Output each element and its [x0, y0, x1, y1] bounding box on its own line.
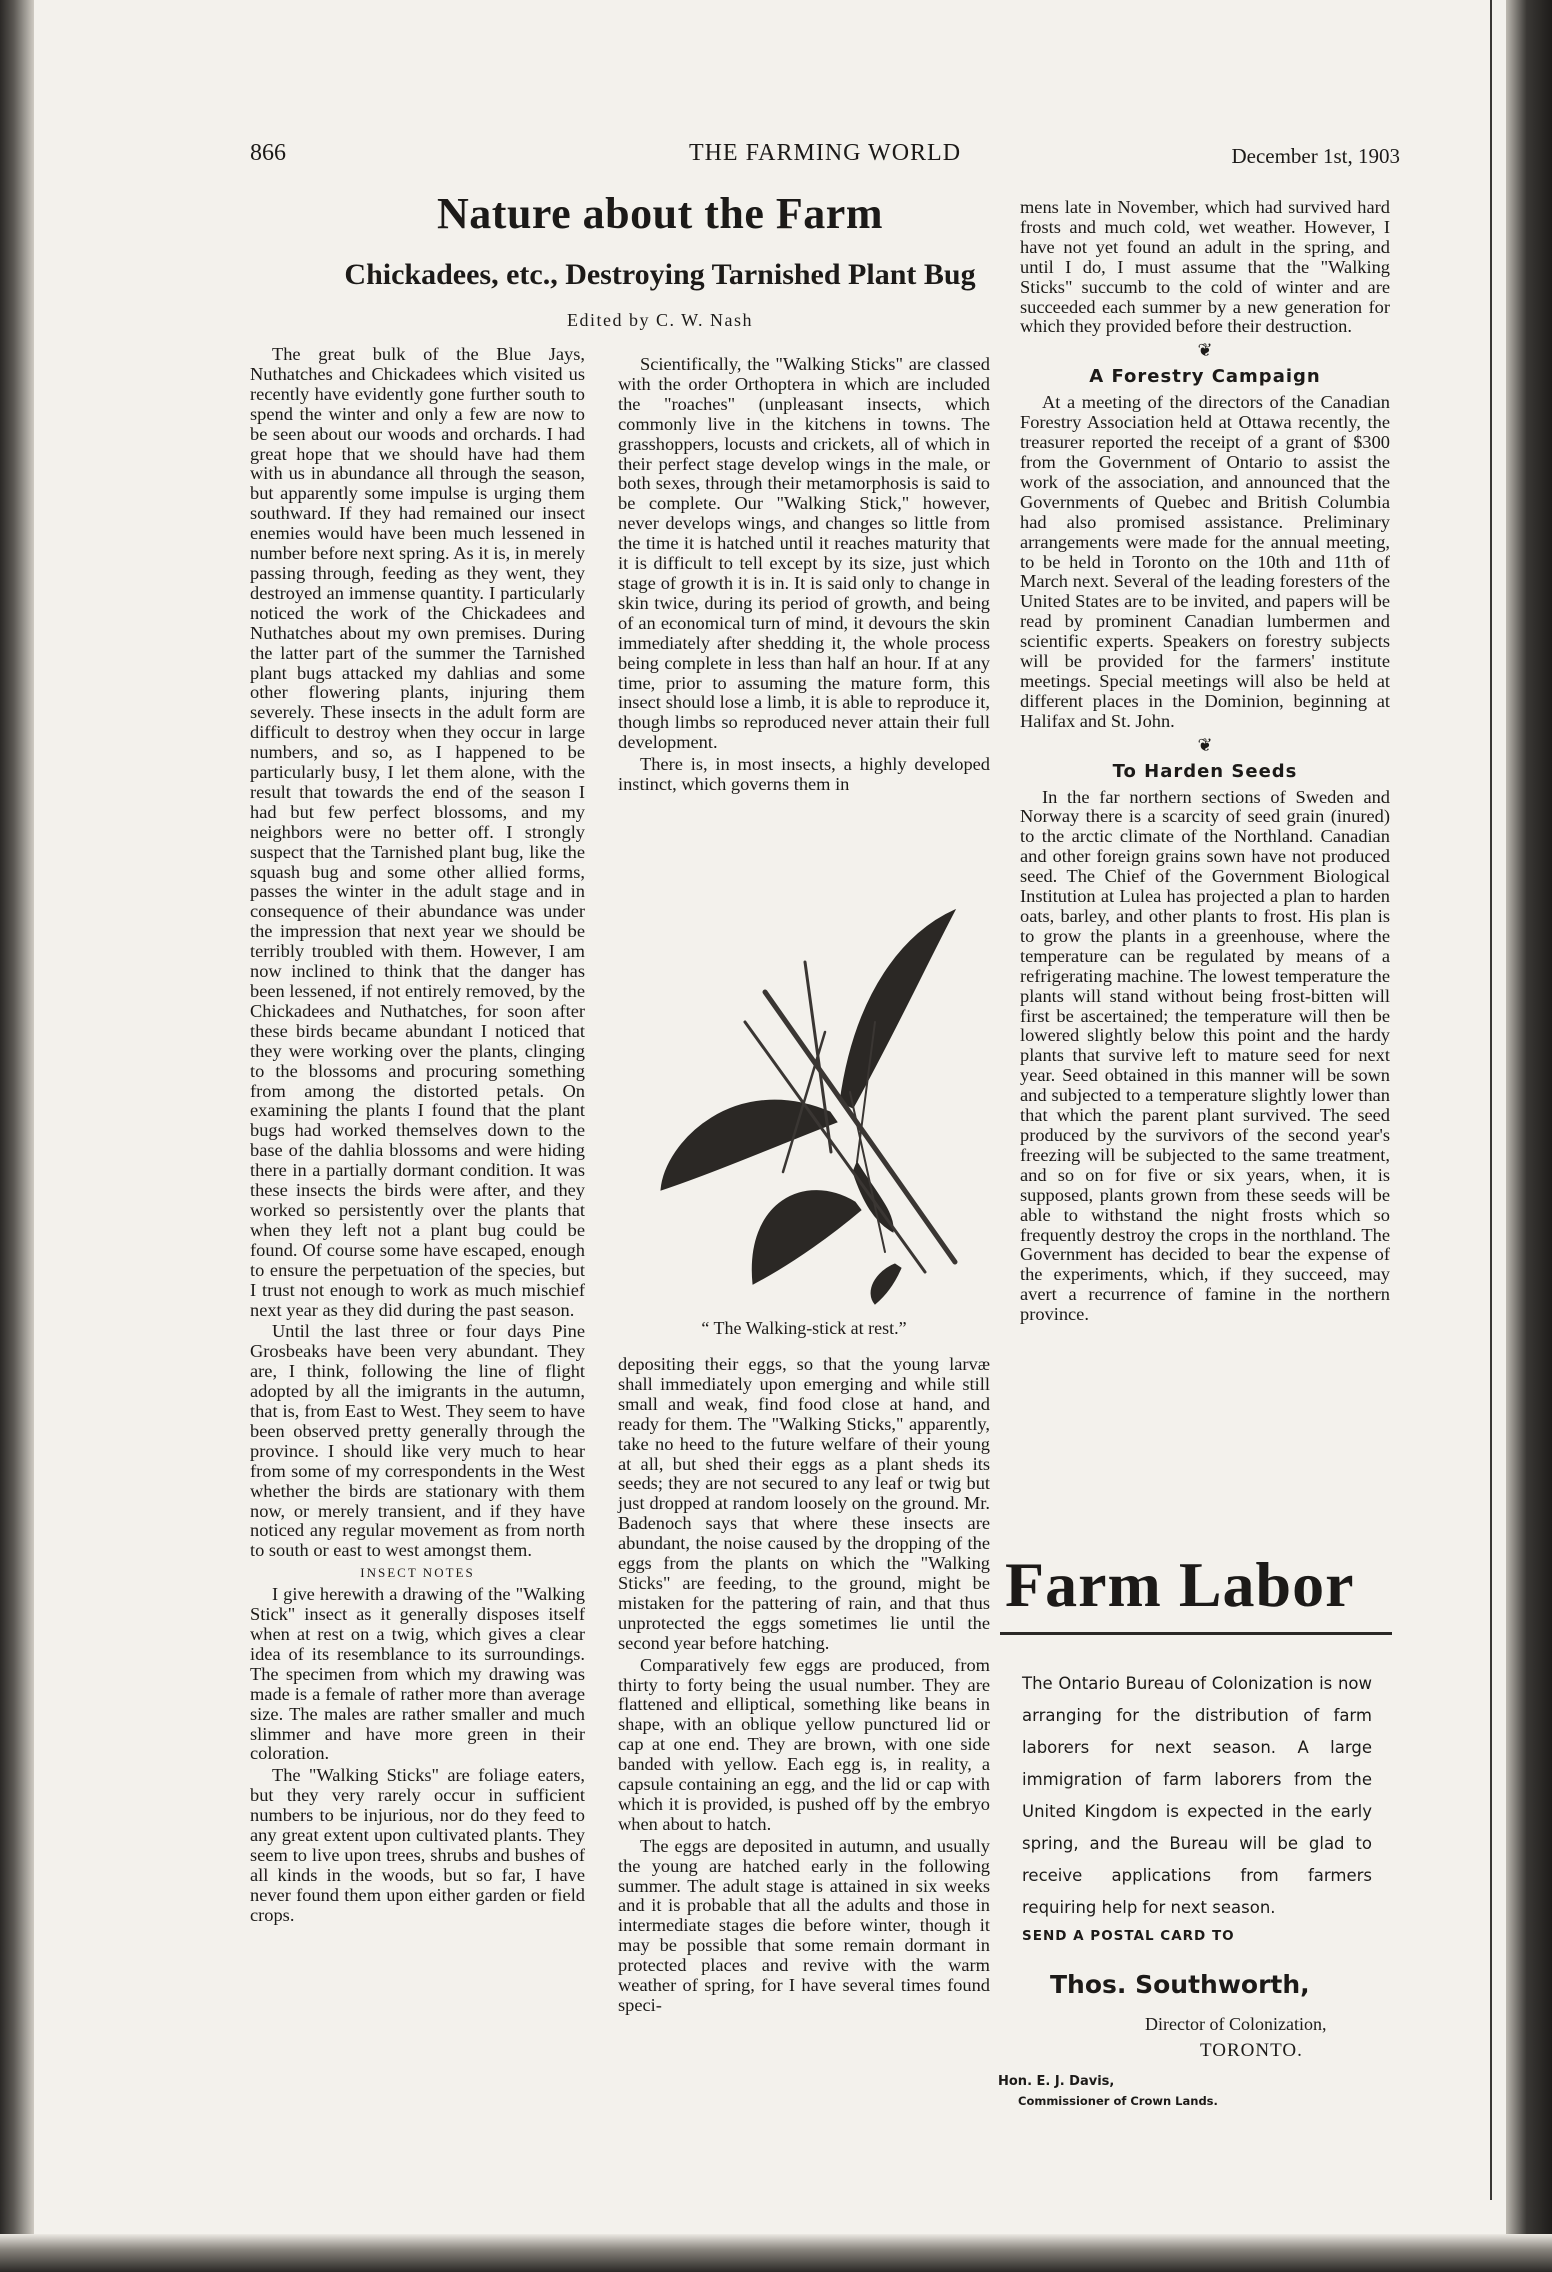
- paragraph: There is, in most insects, a highly developed instinct, which governs them in: [618, 754, 990, 795]
- column-2-bottom: [618, 1355, 990, 2018]
- forestry-heading: A Forestry Campaign: [1089, 366, 1321, 388]
- advert-contact-name: Thos. Southworth,: [1050, 1970, 1310, 1999]
- paragraph: Until the last three or four days Pine Grosbeaks have been very abundant. They are, I think, following the line of flight adopted by all the imigrants in the autumn, that is, from East to West. They seem to have been observed pretty generally through the province. I should like very much to hear from some of my correspondents in the West whether the birds are stationary with them now, or merely transient, and if they have noticed any regular movement as from north to south or east to west amongst them.: [250, 1321, 585, 1561]
- page-number: 866: [250, 140, 286, 166]
- article-subtitle: Chickadees, etc., Destroying Tarnished Plant Bug: [344, 258, 976, 291]
- scan-edge-left: [0, 0, 34, 2272]
- paragraph: The great bulk of the Blue Jays, Nuthatches and Chickadees which visited us recently have evidently gone further south to spend the winter and only a few are now to be seen about our woods and orchards. I had great hope that we should have had them with us in abundance all through the season, but apparently some impulse is urging them southward. If they had remained our insect enemies would have been much lessened in number before next spring. As it is, in merely passing through, feeding as they went, they destroyed an immense quantity. I particularly noticed the work of the Chickadees and Nuthatches about my own premises. During the latter part of the summer the Tarnished plant bugs attacked my dahlias and some other flowering plants, injuring them severely. These insects in the adult form are difficult to destroy when they occur in large numbers, and so, as I happened to be particularly busy, I let them alone, with the result that towards the end of the season I had but few perfect blossoms, and my neighbors were no better off. I strongly suspect that the Tarnished plant bug, like the squash bug and some other allied forms, passes the winter in the adult stage and in consequence of their abundance was under the impression that next year we should be terribly troubled with them. However, I am now inclined to think that the danger has been lessened, if not entirely removed, by the Chickadees and Nuthatches, for soon after these birds became abundant I noticed that they were working over the plants, clinging to the blossoms and procuring something from among the distorted petals. On examining the plants I found that the plant bugs had worked themselves down to the base of the dahlia blossoms and were hiding there in a partially dormant condition. It was these insects the birds were after, and they worked so persistently over the plants that when they left not a plant bug could be found. Of course some have escaped, enough to ensure the perpetuation of the species, but I trust not enough to work as much mischief next year as they did during the past season.: [250, 344, 585, 1320]
- margin-rule: [1490, 0, 1492, 2200]
- ornament-leaf-icon: ❦: [1197, 340, 1213, 361]
- column-3: [1020, 198, 1390, 1327]
- advert-contact-role: Director of Colonization,: [1145, 2014, 1327, 2034]
- issue-date: December 1st, 1903: [1231, 144, 1400, 168]
- article-title: Nature about the Farm: [437, 189, 883, 238]
- advert-hon: Hon. E. J. Davis,: [998, 2074, 1115, 2089]
- advert-contact-city: TORONTO.: [1200, 2040, 1303, 2061]
- scan-edge-right: [1506, 0, 1552, 2272]
- article-byline: Edited by C. W. Nash: [567, 310, 753, 330]
- advert-divider: [1000, 1632, 1392, 1635]
- paragraph: Comparatively few eggs are produced, from thirty to forty being the usual number. They are flattened and elliptical, something like beans in shape, with an oblique yellow punctured lid or cap at one end. They are brown, with one side banded with yellow. Each egg is, in reality, a capsule containing an egg, and the lid or cap with which it is provided, is pushed off by the embryo when about to hatch.: [618, 1654, 990, 1834]
- column-1: [250, 345, 585, 1928]
- paragraph: The "Walking Sticks" are foliage eaters, but they very rarely occur in sufficient numbers to be injurious, nor do they feed to any great extent upon cultivated plants. They seem to live upon trees, shrubs and bushes of all kinds in the woods, but so far, I have never found them upon either garden or field crops.: [250, 1765, 585, 1925]
- paragraph: Scientifically, the "Walking Sticks" are classed with the order Orthoptera in which are included the "roaches" (unpleasant insects, which commonly live in the kitchens in towns. The grasshoppers, locusts and crickets, all of which in their perfect stage develop wings in the male, or both sexes, through their metamorphosis is said to be complete. Our "Walking Stick," however, never develops wings, and changes so little from the time it is hatched until it reaches maturity that it is difficult to tell except by its size, just which stage of growth it is in. It is said only to change in skin twice, during its period of growth, and being of an economical turn of mind, it devours the skin immediately after shedding it, the whole process being complete in less than half an hour. If at any time, prior to assuming the mature form, this insect should lose a limb, it is able to reproduce it, though limbs so reproduced never attain their full development.: [618, 354, 990, 753]
- advert-body: The Ontario Bureau of Colonization is now arranging for the distribution of farm laborers for next season. A large immigration of farm laborers from the United Kingdom is expected in the early spring, and the Bureau will be glad to receive applications from farmers requiring help for next season.: [1022, 1674, 1372, 1917]
- insect-notes-heading: INSECT NOTES: [360, 1565, 475, 1581]
- ornament-leaf-icon: ❦: [1197, 734, 1213, 755]
- seeds-body: In the far northern sections of Sweden and Norway there is a scarcity of seed grain (inured) to the arctic climate of the Northland. Canadian and other foreign grains sown have not produced seed. The Chief of the Government Biological Institution at Lulea has projected a plan to harden oats, barley, and other plants to frost. His plan is to grow the plants in a greenhouse, where the temperature can be regulated by means of a refrigerating machine. The lowest temperature the plants will stand without being frost-bitten will first be ascertained; the temperature will then be lowered slightly below this point and the hardy plants that survive left to mature seed for next year. Seed obtained in this manner will be sown and subjected to a temperature slightly lower than that which the parent plant survived. The seed produced by the survivors of the second year's freezing will be subjected to the same treatment, and so on for five or six years, when, it is supposed, plants grown from these seeds will be able to withstand the night frosts which so frequently destroy the crops in the northland. The Government has decided to bear the expense of the experiments, which, if they succeed, may avert a recurrence of famine in the northern province.: [1020, 786, 1390, 1325]
- illustration-caption: “ The Walking-stick at rest.”: [701, 1318, 907, 1338]
- advert-send: SEND A POSTAL CARD TO: [1022, 1928, 1235, 1944]
- forestry-body: At a meeting of the directors of the Canadian Forestry Association held at Ottawa recently, the treasurer reported the receipt of a grant of $300 from the Government of Ontario to assist the work of the association, and announced that the Governments of Quebec and British Columbia had also promised assistance. Preliminary arrangements were made for the annual meeting, to be held in Toronto on the 10th and 11th of March next. Several of the leading foresters of the United States are to be invited, and papers will be read by prominent Canadian lumbermen and scientific experts. Speakers on forestry subjects will be provided for the farmers' institute meetings. Special meetings will also be held at different places in the Dominion, beginning at Halifax and St. John.: [1020, 392, 1390, 731]
- column-2-top: [618, 355, 990, 797]
- seeds-heading: To Harden Seeds: [1112, 760, 1298, 782]
- advert-title: Farm Labor: [1005, 1549, 1355, 1620]
- paragraph: I give herewith a drawing of the "Walking Stick" insect as it generally disposes itself when at rest on a twig, which gives a clear idea of its resemblance to its surroundings. The specimen from which my drawing was made is a female of rather more than average size. The males are rather smaller and much slimmer and have more green in their coloration.: [250, 1584, 585, 1764]
- paragraph: The eggs are deposited in autumn, and usually the young are hatched early in the following summer. The adult stage is attained in six weeks and it is probable that all the adults and those in intermediate stages die before winter, though it may be possible that some remain dormant in protected places and revive with the warm weather of spring, for I have several times found speci-: [618, 1835, 990, 2015]
- walking-stick-illustration: [625, 872, 985, 1312]
- page-header: [250, 140, 1400, 180]
- advert-commissioner: Commissioner of Crown Lands.: [1018, 2094, 1218, 2108]
- publication-title: THE FARMING WORLD: [688, 140, 962, 166]
- paragraph: mens late in November, which had survived hard frosts and much cold, wet weather. However, I have not yet found an adult in the spring, and until I do, I must assume that the "Walking Sticks" succumb to the cold of winter and are succeeded each summer by a new generation for which they provided before their destruction.: [1020, 197, 1390, 337]
- paragraph: depositing their eggs, so that the young larvæ shall immediately upon emerging and while still small and weak, find food close at hand, and ready for them. The "Walking Sticks," apparently, take no heed to the future welfare of their young at all, but shed their eggs as a plant sheds its seeds; they are not secured to any leaf or twig but just dropped at random loosely on the ground. Mr. Badenoch says that where these insects are abundant, the noise caused by the dropping of the eggs from the plants on which the "Walking Sticks" are feeding, to the ground, might be mistaken for the pattering of rain, and that thus unprotected the eggs sometimes lie until the second year before hatching.: [618, 1354, 990, 1653]
- scan-edge-bottom: [0, 2234, 1552, 2272]
